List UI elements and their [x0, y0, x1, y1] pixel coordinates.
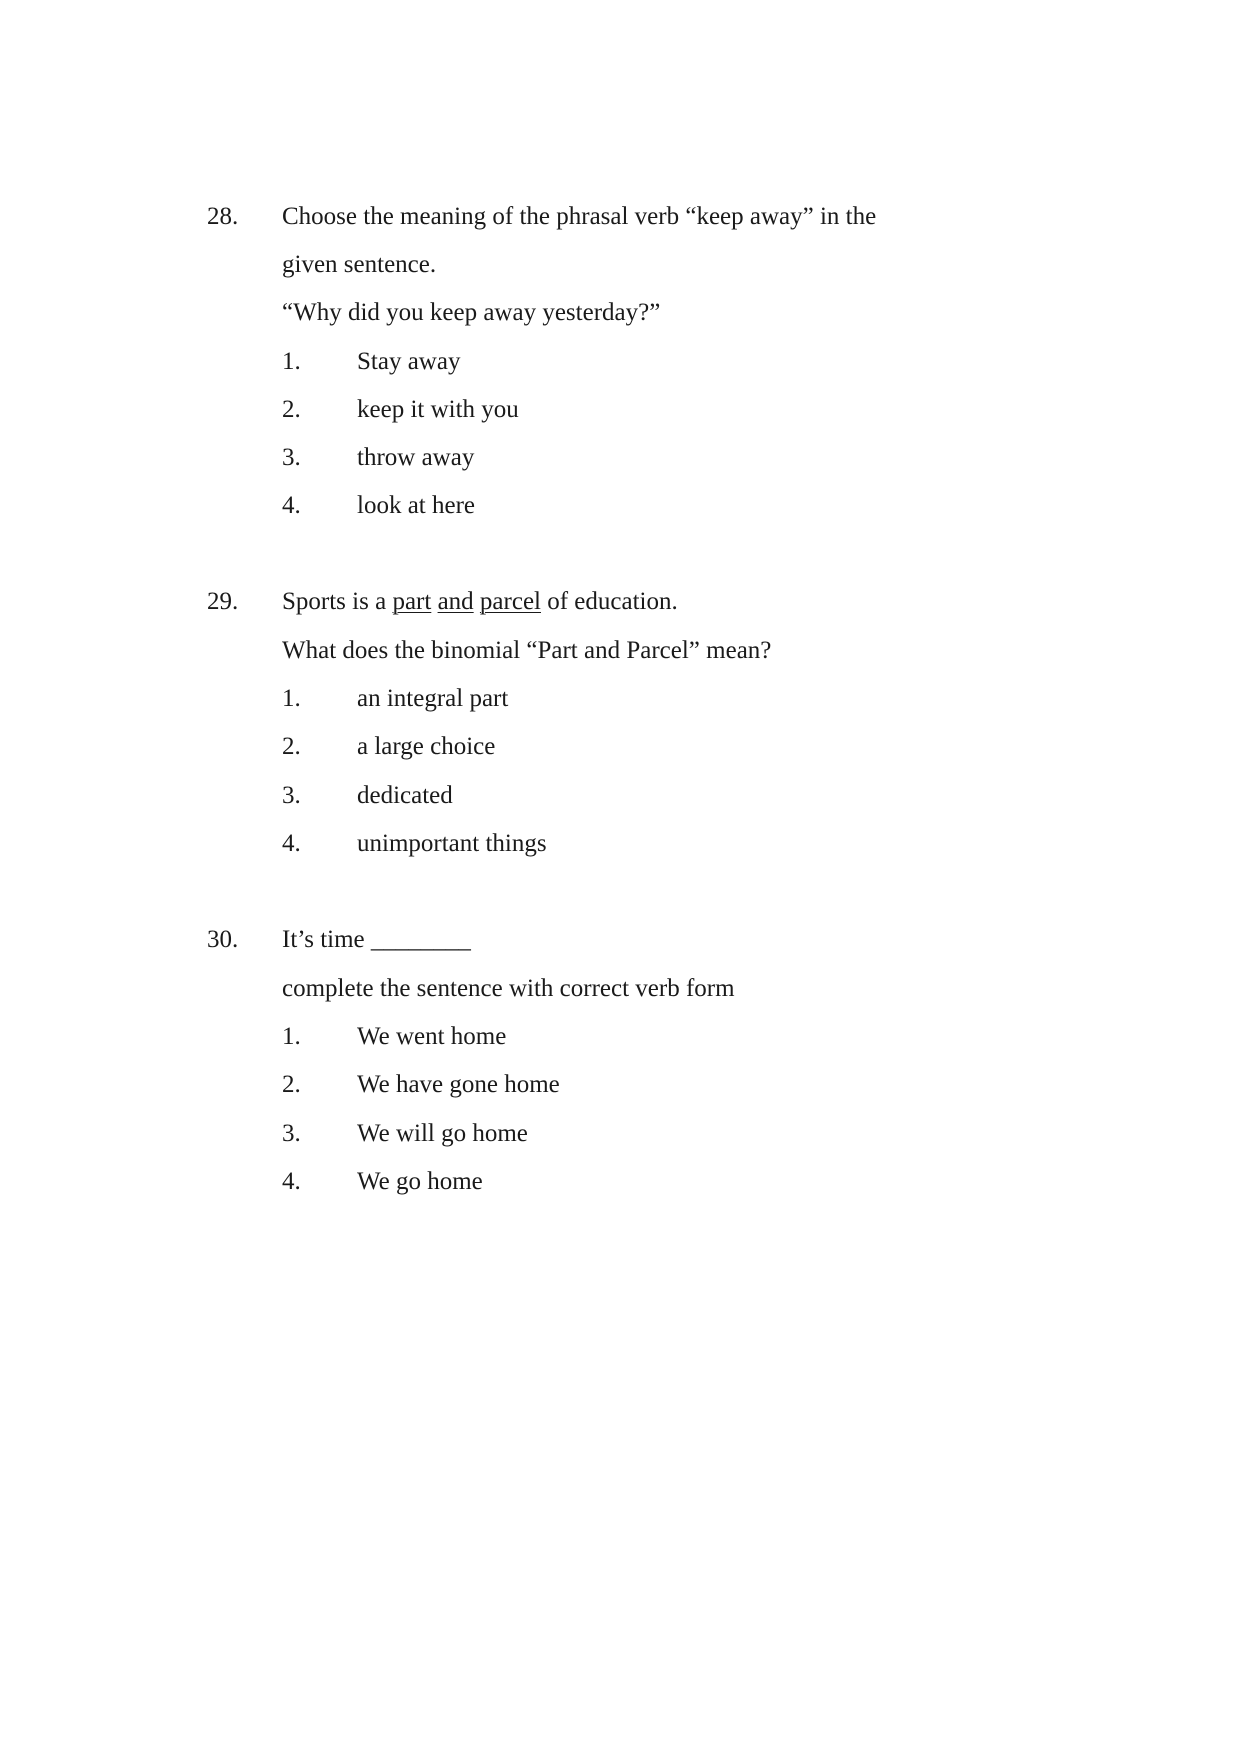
- question-text: What does the binomial “Part and Parcel” mean?: [282, 637, 772, 664]
- option-text: unimportant things: [357, 830, 547, 857]
- option-text: throw away: [357, 444, 475, 471]
- underlined-word: parcel: [479, 588, 541, 615]
- option-number: 2.: [282, 1071, 301, 1098]
- stem-pre: Sports is a: [282, 588, 393, 615]
- option-number: 1.: [282, 348, 301, 375]
- option-text: We go home: [357, 1168, 483, 1195]
- question-text: It’s time ________: [282, 926, 471, 953]
- option-number: 4.: [282, 1168, 301, 1195]
- underlined-word: part: [392, 588, 432, 615]
- question-text: complete the sentence with correct verb form: [282, 975, 735, 1002]
- option-text: keep it with you: [357, 396, 519, 423]
- option-number: 2.: [282, 396, 301, 423]
- question-number: 30.: [207, 926, 239, 953]
- question-text: given sentence.: [282, 251, 437, 278]
- example-sentence: “Why did you keep away yesterday?”: [282, 299, 661, 326]
- option-text: an integral part: [357, 685, 509, 712]
- option-text: We went home: [357, 1023, 507, 1050]
- underlined-word: and: [437, 588, 474, 615]
- question-text: Choose the meaning of the phrasal verb “keep away” in the: [282, 203, 877, 230]
- option-text: We have gone home: [357, 1071, 560, 1098]
- option-text: dedicated: [357, 782, 453, 809]
- option-text: We will go home: [357, 1120, 528, 1147]
- option-number: 3.: [282, 782, 301, 809]
- question-number: 29.: [207, 588, 239, 615]
- option-number: 1.: [282, 685, 301, 712]
- question-text: [282, 587, 678, 617]
- stem-post: of education.: [540, 588, 678, 615]
- option-number: 2.: [282, 733, 301, 760]
- question-number: 28.: [207, 203, 239, 230]
- option-text: Stay away: [357, 348, 461, 375]
- option-number: 4.: [282, 830, 301, 857]
- option-text: a large choice: [357, 733, 496, 760]
- option-text: look at here: [357, 492, 476, 519]
- option-number: 3.: [282, 1120, 301, 1147]
- option-number: 4.: [282, 492, 301, 519]
- option-number: 3.: [282, 444, 301, 471]
- option-number: 1.: [282, 1023, 301, 1050]
